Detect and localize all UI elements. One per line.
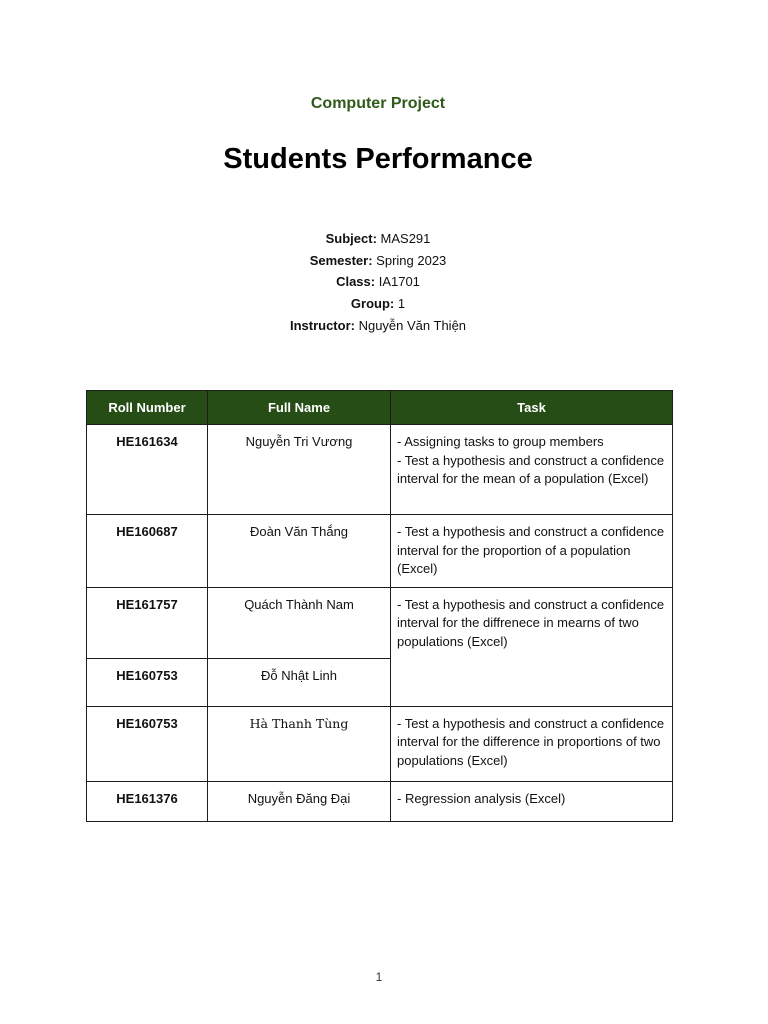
task-cell (391, 515, 673, 588)
task-line: - Test a hypothesis and construct a confidence interval for the difference in proportions of two populations (Excel) (397, 715, 665, 768)
table-row (87, 515, 673, 588)
document-title: Students Performance (223, 143, 533, 175)
task-cell (391, 706, 673, 781)
meta-semester: Semester: Spring 2023 (309, 252, 447, 268)
full-name-cell: Hà Thanh Tùng (208, 706, 391, 781)
task-table (86, 390, 673, 822)
header-full-name: Full Name (208, 391, 391, 425)
task-line: - Test a hypothesis and construct a confidence interval for the mean of a population (Excel) (397, 452, 665, 486)
full-name-cell: Nguyễn Tri Vương (208, 425, 391, 515)
meta-instructor: Instructor: Nguyễn Văn Thiện (289, 317, 467, 333)
task-cell (391, 587, 673, 706)
table-row (87, 781, 673, 821)
document-subtitle: Computer Project (310, 95, 446, 112)
table-header-row (87, 391, 673, 425)
roll-number-cell: HE161376 (87, 781, 208, 821)
table-row (87, 587, 673, 658)
task-cell (391, 781, 673, 821)
header-task: Task (391, 391, 673, 425)
task-line: - Test a hypothesis and construct a confidence interval for the diffrenece in mearns of two populations (Excel) (397, 596, 665, 649)
task-cell (391, 425, 673, 515)
page-number: 1 (375, 970, 383, 984)
roll-number-cell: HE160687 (87, 515, 208, 588)
roll-number-cell: HE160753 (87, 706, 208, 781)
task-line: - Test a hypothesis and construct a confidence interval for the proportion of a population (Excel) (397, 524, 665, 576)
task-line: - Regression analysis (Excel) (397, 790, 566, 806)
full-name-cell: Quách Thành Nam (208, 587, 391, 658)
meta-group: Group: 1 (350, 296, 406, 312)
full-name-cell: Nguyễn Đăng Đại (208, 781, 391, 821)
table-row (87, 425, 673, 515)
full-name-cell: Đỗ Nhật Linh (208, 658, 391, 706)
meta-class: Class: IA1701 (336, 274, 420, 290)
table-row (87, 706, 673, 781)
roll-number-cell: HE161634 (87, 425, 208, 515)
task-line: - Assigning tasks to group members (397, 434, 604, 449)
roll-number-cell: HE160753 (87, 658, 208, 706)
meta-subject: Subject: MAS291 (325, 231, 431, 246)
roll-number-cell: HE161757 (87, 587, 208, 658)
document-meta (0, 228, 756, 337)
header-roll-number: Roll Number (87, 391, 208, 425)
full-name-cell: Đoàn Văn Thắng (208, 515, 391, 588)
